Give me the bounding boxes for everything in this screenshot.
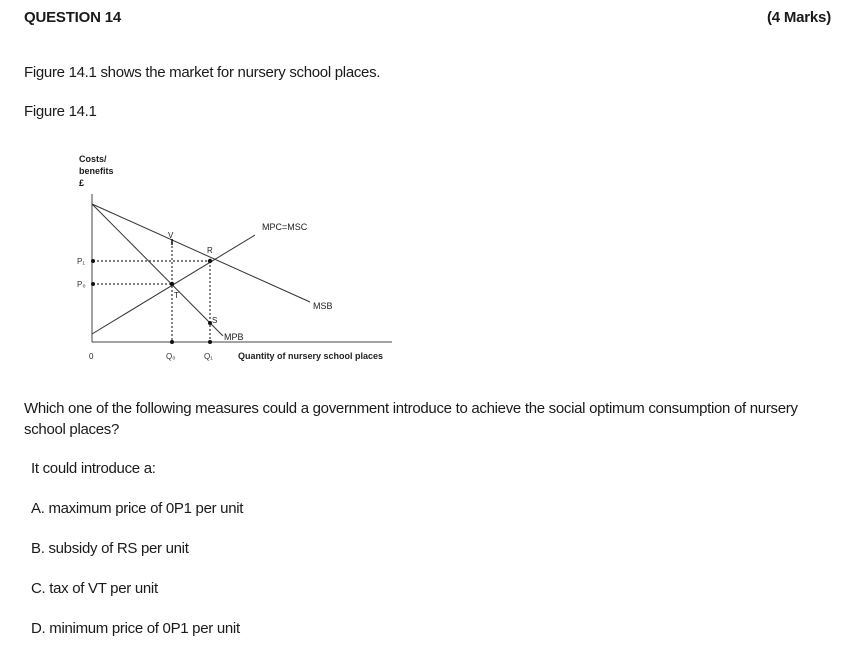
question-text: Which one of the following measures could a government introduce to achieve the social optimum consumption of nursery school places? [24,400,798,438]
q1-tick-dot [208,340,212,344]
point-v-label: V [168,231,174,240]
point-t-label: T [174,291,179,300]
point-r-dot [208,259,212,263]
point-s-label: S [212,316,218,325]
y-axis-label-line-1: Costs/ [79,154,107,164]
point-t-dot [170,282,174,286]
option-a[interactable]: A. maximum price of 0P1 per unit [31,500,244,517]
msb-label: MSB [313,301,333,311]
point-p0-dot [91,282,95,286]
mpc-msc-label: MPC=MSC [262,222,308,232]
origin-label: 0 [89,352,94,361]
p1-label: P₁ [77,257,86,266]
marks-label: (4 Marks) [766,9,831,26]
q0-tick-dot [170,340,174,344]
option-b[interactable]: B. subsidy of RS per unit [31,540,189,557]
q0-label: Q₀ [166,352,176,361]
lead-in-text: It could introduce a: [31,460,156,477]
y-axis-label-line-3: £ [79,178,85,188]
option-d[interactable]: D. minimum price of 0P1 per unit [31,620,240,637]
intro-text: Figure 14.1 shows the market for nursery school places. [24,64,381,81]
mpb-label: MPB [224,332,244,342]
point-p1-dot [91,259,95,263]
figure-label: Figure 14.1 [24,103,97,120]
p0-label: P₀ [77,280,86,289]
question-number: QUESTION 14 [24,9,121,26]
msb-line [92,204,310,302]
q1-label: Q₁ [204,352,213,361]
mpb-line [92,204,223,336]
y-axis-label-line-2: benefits [79,166,114,176]
point-r-label: R [207,246,213,255]
option-c[interactable]: C. tax of VT per unit [31,580,158,597]
x-axis-label: Quantity of nursery school places [238,351,384,361]
